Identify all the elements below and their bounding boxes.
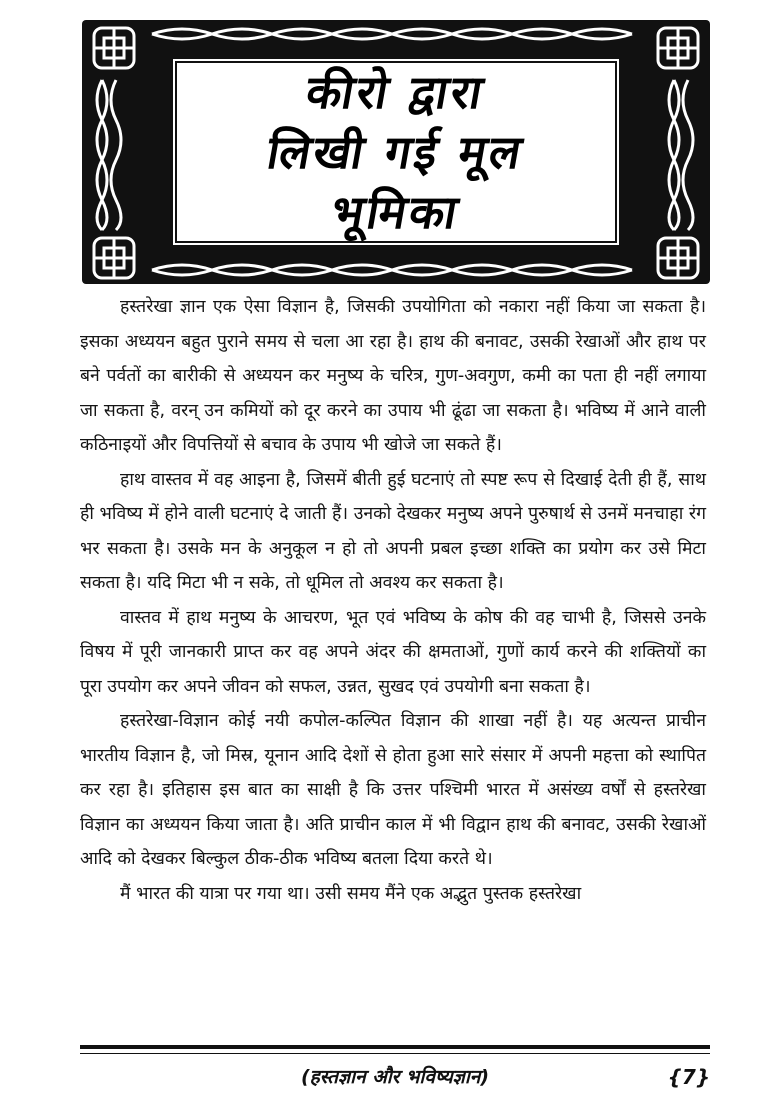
paragraph-3: वास्तव में हाथ मनुष्य के आचरण, भूत एवं भविष्य के कोष की वह चाभी है, जिससे उनके विषय में पूरी जानकारी प्राप्त कर वह अपने अंदर की क्षमताओं, गुणों कार्य करने की शक्तियों का पूरा उपयोग कर अपने जीवन को सफल, उन्नत, सुखद एवं उपयोगी बना सकता है।: [80, 607, 706, 697]
footer-rule: [80, 1045, 710, 1049]
title-line-1: कीरो द्वारा: [302, 65, 490, 119]
title-line-2: लिखी गई मूल: [263, 125, 529, 179]
paragraph-2: हाथ वास्तव में वह आइना है, जिसमें बीती हुई घटनाएं तो स्पष्ट रूप से दिखाई देती ही हैं, साथ ही भविष्य में होने वाली घटनाएं दे जाती हैं। उनको देखकर मनुष्य अपने पुरुषार्थ से उनमें मनचाहा रंग भर सकता है। उसके मन के अनुकूल न हो तो अपनी प्रबल इच्छा शक्ति का प्रयोग कर उसे मिटा सकता है। यदि मिटा भी न सके, तो धूमिल तो अवश्य कर सकता है।: [80, 469, 706, 593]
paragraph-1: हस्तरेखा ज्ञान एक ऐसा विज्ञान है, जिसकी उपयोगिता को नकारा नहीं किया जा सकता है। इसका अध्ययन बहुत पुराने समय से चला आ रहा है। हाथ की बनावट, उसकी रेखाओं और हाथ पर बने पर्वतों का बारीकी से अध्ययन कर मनुष्य के चरित्र, गुण-अवगुण, कमी का पता ही नहीं लगाया जा सकता है, वरन् उन कमियों को दूर करने का उपाय भी ढूंढा जा सकता है। भविष्य में आने वाली कठिनाइयों और विपत्तियों से बचाव के उपाय भी खोजे जा सकते हैं।: [80, 297, 706, 455]
body-text: [80, 290, 706, 911]
page-number: {7}: [667, 1065, 710, 1089]
title-line-3: भूमिका: [327, 185, 465, 239]
paragraph-4: हस्तरेखा-विज्ञान कोई नयी कपोल-कल्पित विज्ञान की शाखा नहीं है। यह अत्यन्त प्राचीन भारतीय विज्ञान है, जो मिस्र, यूनान आदि देशों से होता हुआ सारे संसार में अपनी महत्ता को स्थापित कर रहा है। इतिहास इस बात का साक्षी है कि उत्तर पश्चिमी भारत में असंख्य वर्षों से हस्तरेखा विज्ञान का अध्ययन किया जाता है। अति प्राचीन काल में भी विद्वान हाथ की बनावट, उसकी रेखाओं आदि को देखकर बिल्कुल ठीक-ठीक भविष्य बतला दिया करते थे।: [80, 711, 706, 869]
title-panel: [170, 56, 622, 248]
paragraph-5: मैं भारत की यात्रा पर गया था। उसी समय मैंने एक अद्भुत पुस्तक हस्तरेखा: [120, 883, 582, 904]
footer-rule-thin: [80, 1053, 710, 1054]
title-frame: [82, 20, 710, 284]
running-footer-title: (हस्तज्ञान और भविष्यज्ञान): [300, 1066, 489, 1088]
